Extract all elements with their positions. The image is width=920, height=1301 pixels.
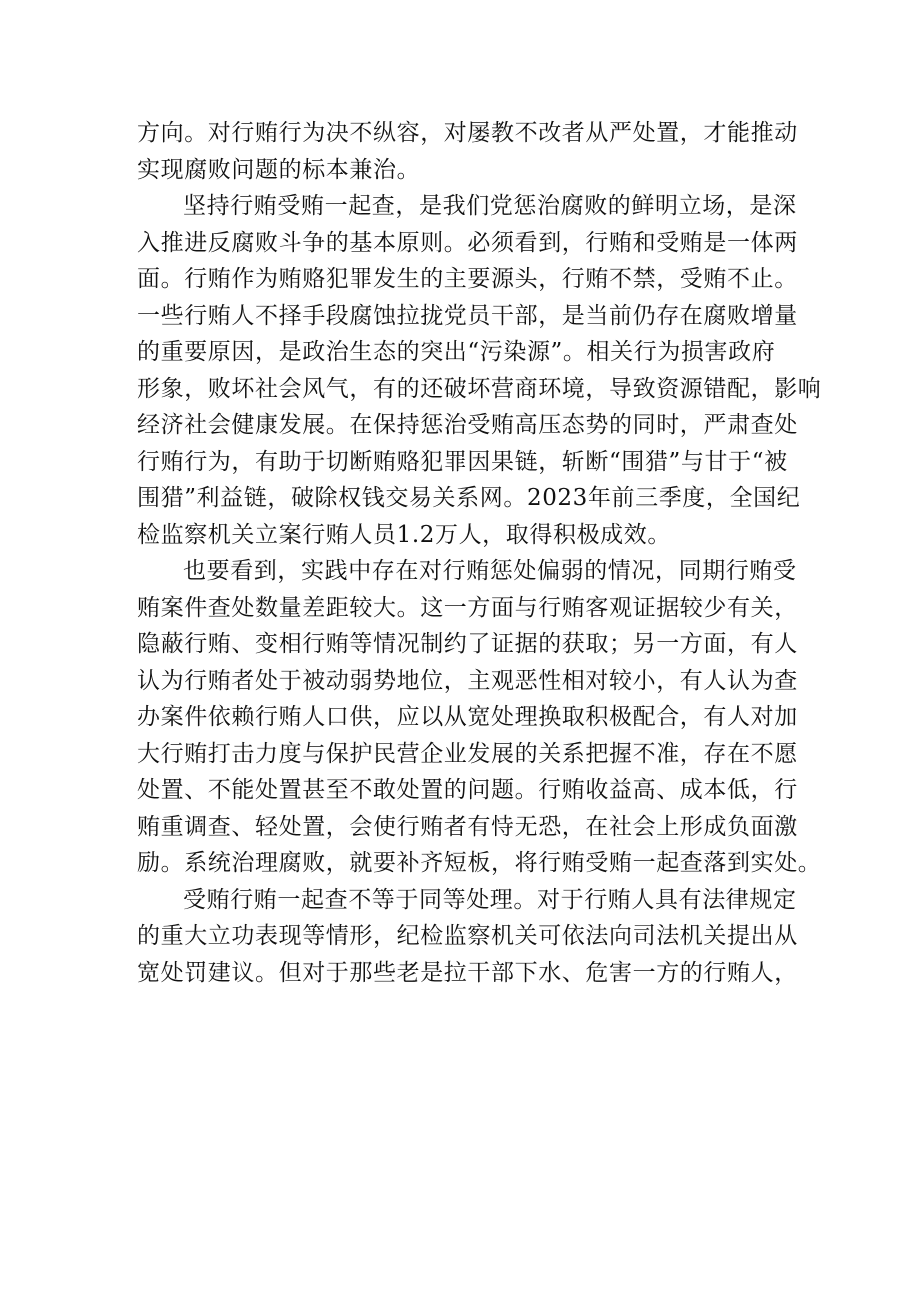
text-line: 方向。对行贿行为决不纵容，对屡教不改者从严处置，才能推动	[137, 120, 798, 146]
text-line: 行贿行为，有助于切断贿赂犯罪因果链，斩断“围猎”与甘于“被	[137, 448, 788, 475]
text-line: 认为行贿者处于被动弱势地位，主观恶性相对较小，有人认为查	[137, 667, 798, 694]
text-line: 处置、不能处置甚至不敢处置的问题。行贿收益高、成本低，行	[137, 777, 798, 803]
text-line: 检监察机关立案行贿人员1.2万人，取得积极成效。	[137, 521, 671, 548]
text-line: 一些行贿人不择手段腐蚀拉拢党员干部，是当前仍存在腐败增量	[137, 302, 798, 329]
text-line: 贿重调查、轻处置，会使行贿者有恃无恐，在社会上形成负面激	[137, 813, 798, 840]
text-line: 面。行贿作为贿赂犯罪发生的主要源头，行贿不禁，受贿不止。	[137, 266, 798, 292]
paragraph-first-line: 坚持行贿受贿一起查，是我们党惩治腐败的鲜明立场，是深	[183, 193, 797, 219]
text-line: 励。系统治理腐败，就要补齐短板，将行贿受贿一起查落到实处。	[137, 850, 822, 876]
text-line: 经济社会健康发展。在保持惩治受贿高压态势的同时，严肃查处	[137, 412, 798, 438]
text-line: 形象，败坏社会风气，有的还破坏营商环境，导致资源错配，影响	[137, 375, 822, 402]
text-line: 贿案件查处数量差距较大。这一方面与行贿客观证据较少有关，	[137, 594, 798, 621]
article-body	[137, 115, 822, 991]
paragraph-first-line: 受贿行贿一起查不等于同等处理。对于行贿人具有法律规定	[183, 886, 797, 913]
text-line: 的重大立功表现等情形，纪检监察机关可依法向司法机关提出从	[137, 923, 798, 949]
text-line: 实现腐败问题的标本兼治。	[137, 156, 421, 183]
text-line: 隐蔽行贿、变相行贿等情况制约了证据的获取；另一方面，有人	[137, 631, 798, 657]
text-line: 办案件依赖行贿人口供，应以从宽处理换取积极配合，有人对加	[137, 704, 798, 730]
text-line: 的重要原因，是政治生态的突出“污染源”。相关行为损害政府	[137, 339, 776, 365]
paragraph-first-line: 也要看到，实践中存在对行贿惩处偏弱的情况，同期行贿受	[183, 558, 797, 584]
text-line: 宽处罚建议。但对于那些老是拉干部下水、危害一方的行贿人，	[137, 959, 798, 986]
text-line: 围猎”利益链，破除权钱交易关系网。2023年前三季度，全国纪	[137, 485, 801, 511]
text-line: 大行贿打击力度与保护民营企业发展的关系把握不准，存在不愿	[137, 740, 798, 767]
text-line: 入推进反腐败斗争的基本原则。必须看到，行贿和受贿是一体两	[137, 229, 798, 256]
